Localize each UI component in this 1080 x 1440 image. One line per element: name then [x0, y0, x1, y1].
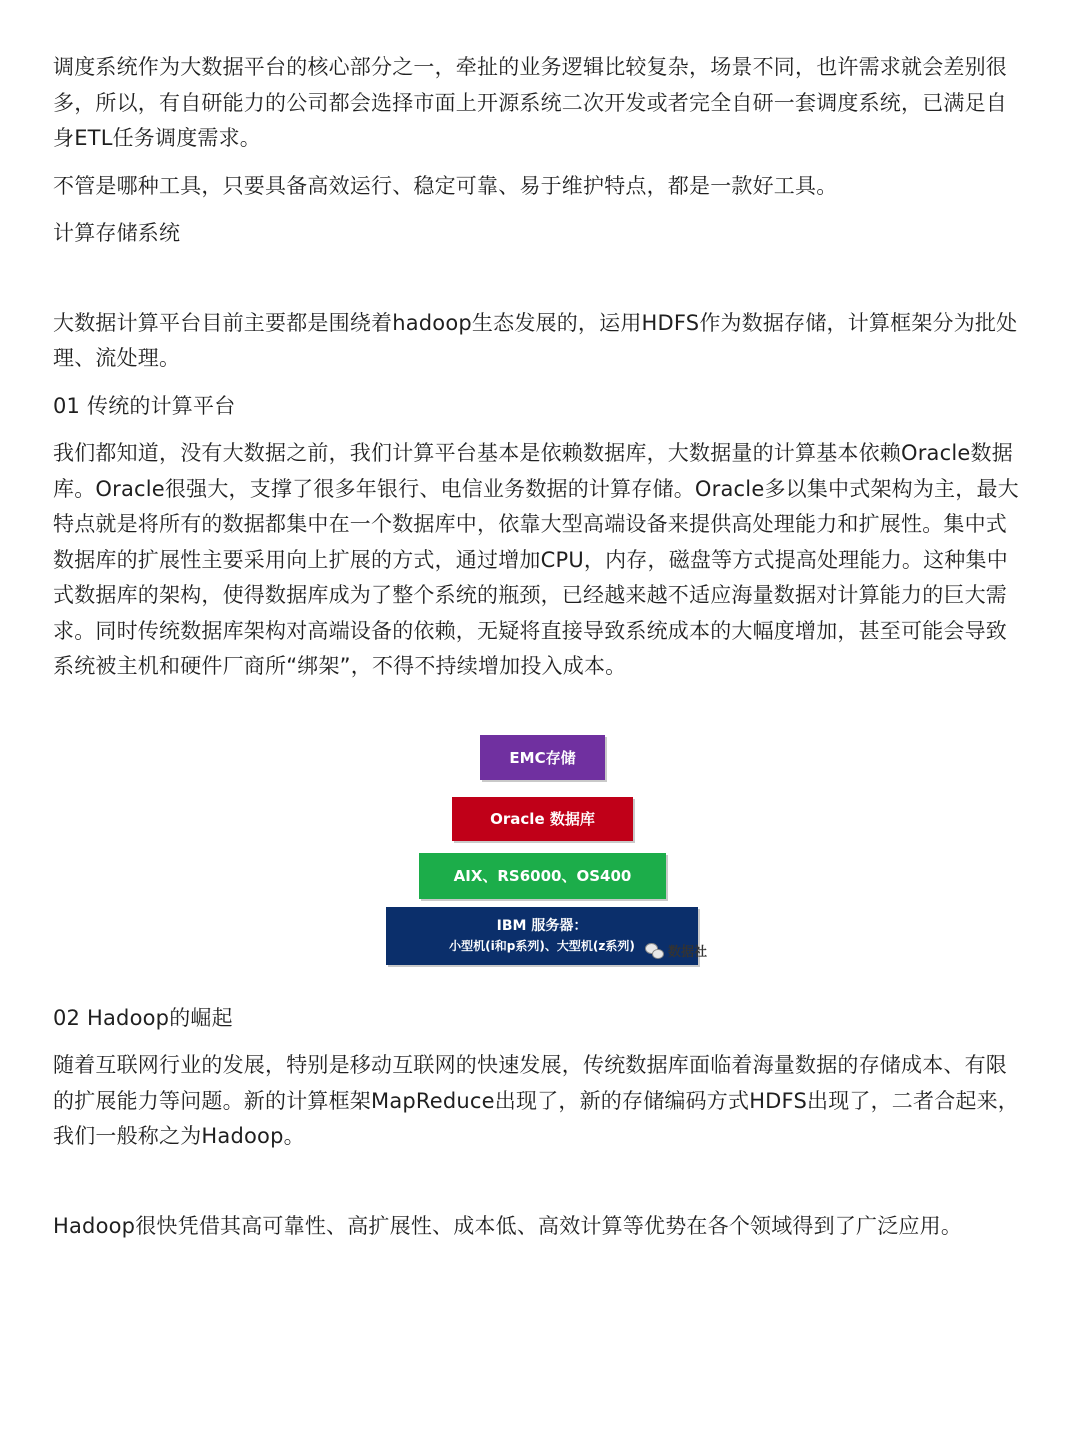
- pyramid-layer-label: Oracle 数据库: [490, 810, 595, 828]
- pyramid-layer-label: IBM 服务器：: [496, 917, 588, 934]
- pyramid-layer-oracle: [452, 797, 633, 841]
- section-heading-compute-storage: 计算存储系统: [53, 221, 181, 245]
- paragraph-intro: 调度系统作为大数据平台的核心部分之一，牵扯的业务逻辑比较复杂，场景不同，也许需求就会差别很多，所以，有自研能力的公司都会选择市面上开源系统二次开发或者完全自研一套调度系统，已满足自身ETL任务调度需求。: [53, 55, 1007, 150]
- paragraph-hadoop-advantages: Hadoop很快凭借其高可靠性、高扩展性、成本低、高效计算等优势在各个领域得到了广泛应用。: [53, 1213, 963, 1238]
- image-watermark: [645, 941, 707, 960]
- paragraph-mapreduce: 随着互联网行业的发展，特别是移动互联网的快速发展，传统数据库面临着海量数据的存储成本、有限的扩展能力等问题。新的计算框架MapReduce出现了，新的存储编码方式HDFS出现了，二者合起来，我们一般称之为Hadoop。: [53, 1053, 1019, 1148]
- article-body: [53, 50, 1019, 1244]
- pyramid-layer-sublabel: 小型机(i和p系列)、大型机(z系列): [449, 938, 635, 953]
- pyramid-layer-emc: [480, 735, 605, 780]
- wechat-icon: [645, 943, 663, 958]
- paragraph-oracle: 我们都知道，没有大数据之前，我们计算平台基本是依赖数据库，大数据量的计算基本依赖Oracle数据库。Oracle很强大，支撑了很多年银行、电信业务数据的计算存储。Oracle多以集中式架构为主，最大特点就是将所有的数据都集中在一个数据库中，依靠大型高端设备来提供高处理能力和扩展性。集中式数据库的扩展性主要采用向上扩展的方式，通过增加CPU，内存，磁盘等方式提高处理能力。这种集中式数据库的架构，使得数据库成为了整个系统的瓶颈，已经越来越不适应海量数据对计算能力的巨大需求。同时传统数据库架构对高端设备的依赖，无疑将直接导致系统成本的大幅度增加，甚至可能会导致系统被主机和硬件厂商所“绑架”，不得不持续增加投入成本。: [53, 441, 1019, 678]
- pyramid-layer-label: AIX、RS6000、OS400: [453, 867, 632, 885]
- section-heading-hadoop-rise: 02 Hadoop的崛起: [53, 1005, 233, 1030]
- architecture-pyramid-figure: [53, 735, 1019, 971]
- pyramid-layer-aix: [419, 853, 666, 899]
- pyramid-layer-label: EMC存储: [509, 748, 576, 767]
- section-heading-traditional: 01 传统的计算平台: [53, 393, 236, 418]
- watermark-text: 数据社: [668, 944, 708, 960]
- paragraph-tools: 不管是哪种工具，只要具备高效运行、稳定可靠、易于维护特点，都是一款好工具。: [53, 173, 838, 198]
- paragraph-hadoop-ecosystem: 大数据计算平台目前主要都是围绕着hadoop生态发展的，运用HDFS作为数据存储，计算框架分为批处理、流处理。: [53, 310, 1018, 370]
